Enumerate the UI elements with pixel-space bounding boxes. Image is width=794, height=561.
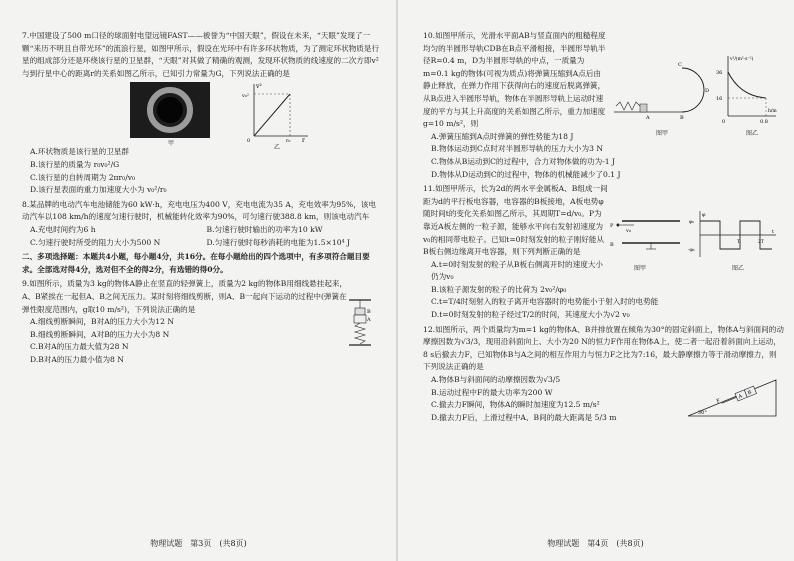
spring-blocks-figure — [345, 298, 375, 358]
q10-option-d: D.物体从D运动到C的过程中，物体的机械能减少了0.1 J — [431, 169, 621, 179]
q7-stem: 7.中国建设了500 m口径的球面射电望远镜FAST——被誉为“中国天眼”，假设在未来，“天眼”发现了一颗“来历不明且自带光环”的流浪行星，如图甲所示，假设在光环中有许多环状物质，为了测定环状物质是行星的组成部分还是环绕该行星的卫星群，“天眼”对其做了精确的观测，发现环状物质的线速度的二次方即v²与到行星中心的距离r的关系如图乙所示，已知引力常量为G，下列说法正确的是 — [22, 31, 380, 78]
q9-option-c: C.B对A的压力最大值为28 N — [30, 342, 129, 352]
v02-tick: v₀² — [242, 93, 249, 100]
t-axis-label: t — [772, 229, 775, 236]
point-c-label: C — [678, 62, 682, 68]
q10-fig-yi-label: 图乙 — [745, 130, 758, 137]
track-figure — [612, 56, 712, 126]
question-9 — [22, 278, 383, 366]
q11-stem: 11.如图甲所示，长为2d的两水平金属板A、B组成一间距为d的平行板电容器，电容器的B板接地，A板电势φ随时间t的变化关系如图乙所示，其周期T=d/v₀。P为靠近A板左侧的一粒子源，能够水平向右发射初速度为v₀的相同带电粒子。已知t=0时刻发射的粒子刚好能从B板右侧边缘离开电容器，则下列判断正确的是 — [423, 184, 608, 257]
source-p-label: P — [610, 223, 614, 230]
q7-option-c: C.该行星的自转周期为 2πr₀/v₀ — [30, 172, 136, 182]
phi0-tick: φ₀ — [689, 220, 694, 226]
block-b-label: B — [367, 309, 371, 316]
ring-planet-photo — [130, 82, 210, 138]
q10-option-a: A.弹簧压缩到A点时弹簧的弹性势能为18 J — [431, 131, 574, 141]
tick-36: 36 — [716, 70, 723, 76]
q8-option-c: C.匀速行驶时所受的阻力大小为500 N — [30, 237, 161, 247]
q8-option-b: B.匀速行驶时输出的功率为10 kW — [206, 224, 323, 234]
r0-tick: r₀ — [286, 138, 291, 143]
section-2-header: 二、多项选择题：本题共4小题，每小题4分，共16分。在每小题给出的四个选项中，有多项符合题目要求。全部选对得4分，选对但不全的得2分，有选错的得0分。 — [22, 252, 370, 274]
q11-option-b: B.该粒子源发射的粒子的比荷为 2v₀²/φ₀ — [431, 284, 567, 294]
incline-block-a-label: A — [737, 392, 744, 400]
page-4 — [397, 0, 794, 561]
question-12 — [423, 324, 784, 425]
q10-option-b: B.物体运动到C点时对半圆形导轨的压力大小为3 N — [431, 144, 603, 154]
q11-option-c: C.t=T/4时刻射入的粒子离开电容器时的电势能小于射入时的电势能 — [431, 297, 659, 307]
point-d-label: D — [705, 88, 710, 94]
angle-label: 30° — [698, 409, 707, 416]
incline-figure — [686, 376, 778, 420]
v2-r-graph — [242, 80, 312, 142]
question-11 — [423, 183, 784, 322]
page-3-footer: 物理试题 第3页 (共8页) — [150, 539, 247, 549]
incline-block-b-label: B — [746, 389, 753, 397]
q7-option-d: D.该行星表面的重力加速度大小为 v₀²/r₀ — [30, 185, 167, 195]
q12-option-b: B.运动过程中F的最大功率为200 W — [431, 387, 553, 397]
fig-jia-label: 甲 — [168, 140, 175, 148]
q8-stem: 8.某品牌的电动汽车电池储能为60 kW·h，充电电压为400 V，充电电流为35 A，充电效率为95%，该电动汽车以108 km/h的速度匀速行驶时，机械能转化效率为90%，可匀速行驶388.8 km，则该电动汽车 — [22, 199, 377, 222]
tick-16: 16 — [716, 96, 723, 102]
phi-t-graph — [688, 209, 780, 263]
q9-option-b: B.细线剪断瞬间，A对B的压力大小为8 N — [30, 329, 170, 339]
q8-options-row2 — [30, 237, 383, 250]
h-axis-label: h/m — [768, 109, 777, 114]
neg-phi0-tick: -φ₀ — [688, 248, 695, 254]
q12-option-a: A.物体B与斜面间的动摩擦因数为√3/5 — [431, 375, 561, 385]
ring-planet-image — [130, 82, 210, 138]
origin-b-label: 0 — [722, 119, 726, 125]
q11-option-d: D.t=0时刻发射的粒子经过T/2的时间，其速度大小为√2 v₀ — [431, 310, 630, 320]
capacitor-figure — [608, 213, 684, 253]
tick-2T: 2T — [758, 240, 764, 246]
v2-h-graph — [716, 52, 780, 126]
q10-fig-jia-label: 图甲 — [655, 130, 668, 137]
q8-option-a: A.充电时间约为6 h — [30, 224, 96, 234]
v2-axis-label: v² — [256, 83, 262, 91]
r-axis-label: r — [302, 137, 305, 143]
question-7 — [22, 30, 383, 197]
phi-axis-label: φ — [702, 212, 706, 219]
q7-option-a: A.环状物质是该行星的卫星群 — [30, 147, 130, 157]
q11-fig-jia-label: 图甲 — [633, 265, 646, 273]
q7-option-b: B.该行星的质量为 r₀v₀²/G — [30, 159, 120, 169]
q8-options-row1 — [30, 224, 383, 237]
question-10 — [423, 30, 784, 181]
plate-b-label: B — [610, 242, 614, 249]
question-8 — [22, 199, 383, 249]
q11-fig-yi-label: 图乙 — [731, 265, 744, 273]
q12-stem: 12.如图所示，两个质量均为m=1 kg的物体A、B并排放置在倾角为30°的固定斜面上，物体A与斜面间的动摩擦因数为√3/3，现用沿斜面向上、大小为20 N的恒力F作用在物体A上，使二者一起沿着斜面向上运动，8 s后撤去力F，已知物体B与A之间的相互作用力与恒力F之比为7:16，最大静摩擦力等于滑动摩擦力，则下列说法正确的是 — [423, 324, 784, 372]
q9-option-d: D.B对A的压力最小值为8 N — [30, 354, 124, 364]
tick-0-8: 0.8 — [760, 119, 768, 125]
origin-label: 0 — [247, 138, 251, 143]
q12-option-d: D.撤去力F后，上滑过程中A、B间的最大距离是 5/3 m — [431, 412, 617, 422]
q8-option-d: D.匀速行驶时每秒消耗的电能为1.5×10⁴ J — [206, 237, 351, 247]
point-b-label: B — [680, 115, 684, 121]
block-a-label: A — [367, 317, 371, 324]
q12-option-c: C.撤去力F瞬间，物体A的瞬时加速度为12.5 m/s² — [431, 400, 600, 410]
point-a-label: A — [646, 115, 650, 121]
v2-axis-b-label: v²/(m²·s⁻²) — [730, 57, 754, 62]
q10-option-c: C.物体从B运动到C的过程中，合力对物体做的功为-1 J — [431, 156, 616, 166]
velocity-label: v₀ — [626, 228, 631, 235]
q10-stem: 10.如图甲所示，光滑水平面AB与竖直面内的粗糙程度均匀的半圆形导轨CDB在B点平滑相接，半圆形导轨半径R=0.4 m，D为半圆形导轨的中点，一质量为m=0.1 kg的物体(可视为质点)将弹簧压缩到A点后由静止释放，在弹力作用下获得向右的速度后脱离弹簧，从B点进入半圆形导轨，物体在半圆形导轨上运动时速度的平方与其上升高度的关系如图乙所示，重力加速度g=10 m/s²，则 — [423, 31, 606, 129]
q9-option-a: A.细线剪断瞬间，B对A的压力大小为12 N — [30, 317, 174, 327]
tick-T: T — [737, 240, 741, 246]
page-4-footer: 物理试题 第4页 (共8页) — [547, 539, 644, 549]
fig-yi-label: 乙 — [274, 144, 281, 152]
q11-option-a: A.t=0时刻发射的粒子从B板右侧离开时的速度大小仍为v₀ — [431, 259, 604, 282]
q9-stem: 9.如图所示，质量为3 kg的物体A静止在竖直的轻弹簧上，质量为2 kg的物体B用细线悬挂起来，A、B紧挨在一起但A、B之间无压力。某时刻将细线剪断，则A、B一起向下运动的过程中(弹簧在弹性限度范围内，g取10 m/s²)，下列说法正确的是 — [22, 279, 348, 314]
force-f-label: F — [715, 397, 722, 405]
